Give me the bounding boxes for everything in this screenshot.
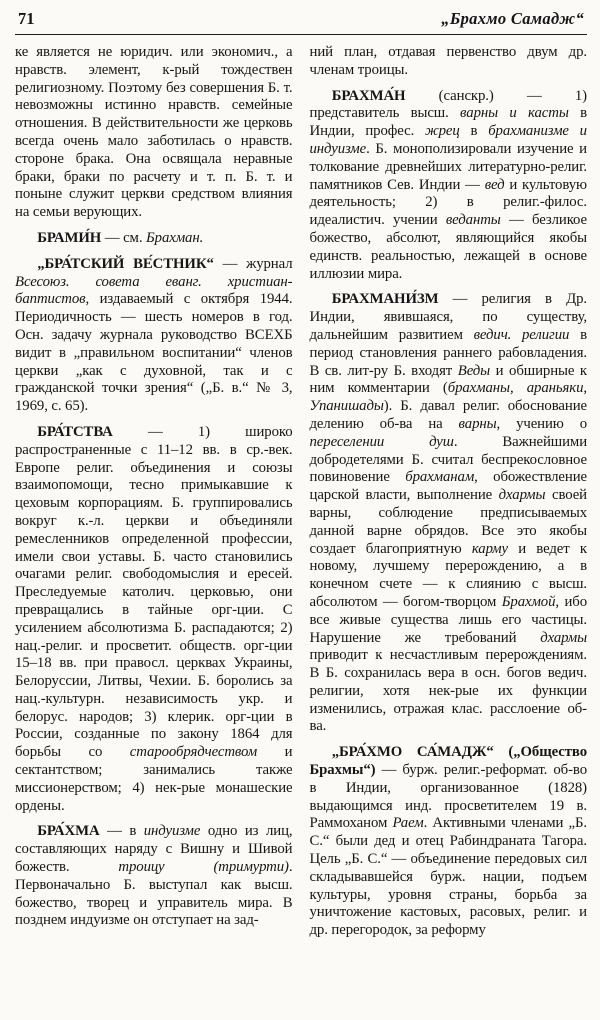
text-run: — религия в Др. Индии, явившаяся, по существу, дальнейшим развитием — [309, 291, 587, 343]
italic-term: брахманам — [405, 469, 475, 486]
italic-term: дхармы — [540, 629, 587, 646]
text-run: . Б. монополизировали изучение и толкование древнейших литературно-религ. памятников Сев. Индии — — [309, 140, 587, 193]
text-run: и сектантством; занимались также миссионерством; 4) нек-рые монашеские ордены. — [15, 744, 293, 814]
entry-brahma — [15, 823, 293, 930]
entry-headword: БРАМИ́Н — [37, 229, 102, 246]
italic-term: Брахмой — [501, 593, 556, 610]
entry-headword: БРАХМАНИ́ЗМ — [331, 291, 439, 308]
entry-bramin — [15, 230, 293, 248]
entry-headword: БРАХМА́Н — [331, 87, 406, 104]
text-run: одно из лиц, составляющих наряду с Вишну и Шивой божеств. — [15, 823, 293, 876]
right-column — [310, 44, 588, 940]
italic-term: переселении душ — [309, 433, 454, 450]
text-run: ний план, отдавая первенство двум др. членам троицы. — [309, 44, 587, 78]
italic-term: варны — [458, 415, 497, 432]
text-run: , ибо все живые существа лишь его частицы. Нарушение же требований — [309, 593, 587, 646]
italic-term: троицу (тримурти) — [118, 859, 289, 876]
text-run: . Важнейшими добродетелями Б. считал беспрекословное повиновение — [309, 433, 588, 486]
entry-bratstva — [15, 424, 293, 816]
entry-brahmanizm — [310, 291, 588, 736]
text-run: и ведет к новому, лучшему перерождению, а в конечном счете — к слиянию с высш. абсолютом — богом-творцом — [309, 540, 587, 610]
text-run: своей варны, соблюдение предписываемых данной варне обрядов. Все это якобы создает благоприятную — [309, 487, 587, 557]
italic-term: Брахман. — [146, 229, 204, 246]
text-run: , издаваемый с октября 1944. Периодичность — шесть номеров в год. Осн. задачу журнала руководство ВСЕХБ видит в „правильном воспитании“ членов церкви „как с духовной, так и с гражданской точки зрения“ („Б. в.“ № 3, 1969, с. 65). — [15, 291, 293, 415]
text-run: . Первоначально Б. выступал как высш. божество, творец и управитель мира. В позднем индуизме он отступает на зад- — [15, 859, 293, 929]
text-run: в Индии, профес. — [309, 105, 587, 140]
italic-term: вед — [484, 176, 505, 193]
text-run: , учению о — [496, 415, 587, 432]
italic-term: Раем — [392, 815, 424, 832]
running-title: „Брахмо Самадж“ — [441, 9, 584, 28]
text-run: , обожествление царской власти, выполнение — [309, 469, 587, 504]
italic-term: веданты — [445, 212, 501, 229]
italic-term: Всесоюз. совета еванг. христиан-баптистов — [15, 273, 293, 308]
italic-term: брахманы, араньяки, Упанишады — [309, 380, 587, 415]
text-run: — 1) широко распространенные с 11–12 вв. в ср.-век. Европе религ. объединения и союзы взаимопомощи, тесно примыкавшие к цеховым корпорациям. Б. группировались вокруг к.-л. церкви и объединяли ремесленников определенной профессии, имели свои уставы. Б. часто становились очагами религ. свободомыслия и ересей. Преследуемые католич. церковью, они превращались в тайные орг-ции. С усилением абсолютизма Б. распадаются; 2) нац.-религ. и просветит. обществ. орг-ции 15–18 вв. при правосл. церквах Украины, Белоруссии, Литвы, Чехии. Б. боролись за нац.-культурн. независимость укр. и белорус. народов; 3) клерик. орг-ции в России, созданные по закону 1864 для борьбы со — [15, 423, 293, 761]
text-run: ). Б. давал религ. обоснование делению об-ва на — [309, 398, 587, 432]
entry-brahman — [310, 88, 588, 284]
entry-headword: БРА́ТСТВА — [37, 423, 113, 440]
text-run: — см. — [101, 229, 147, 246]
italic-term: индуизме — [143, 823, 201, 840]
text-run: — безликое божество, абсолют, являющийся якобы единств. реальностью, лежащей в основе иллюзии мира. — [309, 212, 587, 282]
text-run: . Активными членами „Б. С.“ были дед и отец Рабиндраната Тагора. Цель „Б. С.“ — объединение передовых сил складывавшейся бурж. нации, подъем культуры, уровня страны, борьба за уничтожение кастовых, расовых, религ. и др. перегородок, за реформу — [309, 815, 587, 939]
entry-headword: „БРА́ТСКИЙ ВЕ́СТНИК“ — [37, 255, 214, 272]
entry-headword: „БРА́ХМО СА́МАДЖ“ („Общество Брахмы“) — [309, 744, 587, 779]
italic-term: старообрядчеством — [129, 744, 258, 761]
text-run: в — [459, 123, 489, 140]
text-run: и культовую деятельность; 2) в религ.-филос. идеалистич. учении — [309, 176, 587, 229]
left-column — [15, 44, 293, 940]
text-run: — журнал — [213, 255, 293, 272]
entry-headword: БРА́ХМА — [37, 823, 100, 840]
italic-term: ведич. религии — [473, 326, 570, 343]
text-run: ке является не юридич. или экономич., а нравств. элемент, к-рый тождествен религиозному. Поэтому без совершения Б. т. невозможны истинно нравств. семейные отношения. В действительности же церковь всегда очень мало заботилась о нравств. стороне брака. Она освящала неравные браки, браки по расчету и т. п. Б. т. и поныне служит церкви средством влияния на семьи верующих. — [15, 44, 293, 221]
italic-term: варны и касты — [460, 105, 569, 122]
text-run: — бурж. религ.-реформат. об-во в Индии, организованное (1828) выдающимся инд. просветителем 19 в. Раммоханом — [309, 762, 587, 832]
entry-bratsky-vestnik — [15, 256, 293, 416]
text-run: (санскр.) — 1) представитель высш. — [309, 87, 587, 122]
continuation-paragraph-brahma-tail — [310, 44, 588, 80]
continuation-paragraph-brak — [15, 44, 293, 222]
text-run: — в — [99, 823, 144, 840]
text-columns — [15, 35, 587, 940]
italic-term: Веды — [457, 362, 491, 379]
italic-term: дхармы — [498, 487, 546, 504]
italic-term: карму — [471, 540, 508, 557]
italic-term: жрец — [424, 123, 460, 140]
page-header — [15, 7, 587, 35]
entry-brahmo-samadzh — [310, 744, 588, 940]
italic-term: брахманизме и индуизме — [309, 123, 587, 157]
text-run: в период становления раннего рабовладения. В св. лит-ру Б. входят — [309, 326, 587, 379]
text-run: приводит к несчастливым перерождениям. В Б. сохранилась вера в осн. богов ведич. религии, хотя нек-рые их функции изменились, отражая клас. расслоение об-ва. — [309, 647, 587, 735]
text-run: и обширные к ним комментарии ( — [309, 362, 587, 397]
page-number: 71 — [18, 9, 35, 28]
